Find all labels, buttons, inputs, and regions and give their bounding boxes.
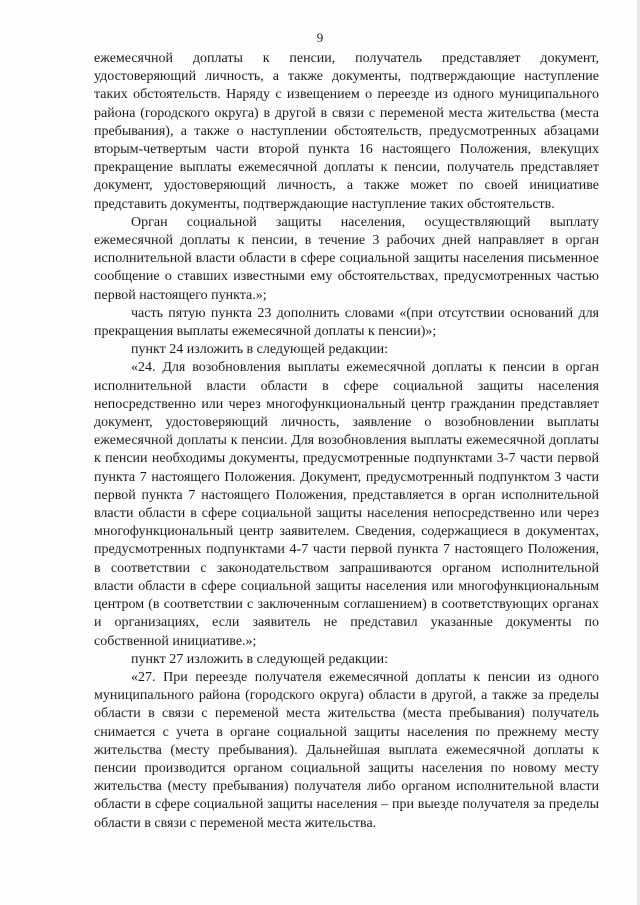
paragraph-social-protection-body: Орган социальной защиты населения, осуществляющий выплату ежемесячной доплаты к пенсии, в течение 3 рабочих дней направляет в орган исполнительной власти области в сфере социальной защиты населения письменное сообщение о ставших известными ему обстоятельствах, предусмотренных частью первой настоящего пункта.»; <box>94 214 599 303</box>
paragraph-point-24-intro: пункт 24 изложить в следующей редакции: <box>131 342 388 358</box>
paragraph-point-24-text: «24. Для возобновления выплаты ежемесячной доплаты к пенсии в орган исполнительной власти области в сфере социальной защиты населения непосредственно или через многофункциональный центр гражданин представляет документ, удостоверяющий личность, заявление о возобновлении выплаты ежемесячной доплаты к пенсии. Для возобновления выплаты ежемесячной доплаты к пенсии необходимы документы, предусмотренные подпунктами 3-7 части первой пункта 7 настоящего Положения. Документ, предусмотренный подпунктом 3 части первой пункта 7 настоящего Положения, представляется в орган исполнительной власти области в сфере социальной защиты населения непосредственно или через многофункциональный центр заявителем. Сведения, содержащиеся в документах, предусмотренных подпунктами 4-7 части первой пункта 7 настоящего Положения, в соответствии с законодательством запрашиваются органом исполнительной власти области в сфере социальной защиты населения или многофункциональным центром (в соответствии с заключенным соглашением) в соответствующих органах и организациях, если заявитель не представил указанные документы по собственной инициативе.»; <box>94 360 599 649</box>
document-body <box>94 50 599 833</box>
paragraph-point-27-text: «27. При переезде получателя ежемесячной доплаты к пенсии из одного муниципального района (городского округа) области в другой, а также за пределы области в связи с переменой места жительства (места пребывания) получатель снимается с учета в органе социальной защиты населения по прежнему месту жительства (месту пребывания). Дальнейшая выплата ежемесячной доплаты к пенсии производится органом социальной защиты населения по новому месту жительства (месту пребывания) получателя либо органом исполнительной власти области в сфере социальной защиты населения – при выезде получателя за пределы области в связи с переменой места жительства. <box>94 669 599 831</box>
paragraph-point-27-intro: пункт 27 изложить в следующей редакции: <box>131 651 388 667</box>
paragraph-amendment-point-23: часть пятую пункта 23 дополнить словами «(при отсутствии оснований для прекращения выплаты ежемесячной доплаты к пенсии)»; <box>94 305 599 340</box>
paragraph-continuation: ежемесячной доплаты к пенсии, получатель представляет документ, удостоверяющий личность, а также документы, подтверждающие наступление таких обстоятельств. Наряду с извещением о переезде из одного муниципального района (городского округа) в другой в связи с переменой места жительства (места пребывания), а также о наступлении обстоятельств, предусмотренных абзацами вторым-четвертым части второй пункта 16 настоящего Положения, влекущих прекращение выплаты ежемесячной доплаты к пенсии, получатель представляет документ, удостоверяющий личность, а также может по своей инициативе представить документы, подтверждающие наступление таких обстоятельств. <box>94 51 599 212</box>
page-number: 9 <box>316 30 324 45</box>
